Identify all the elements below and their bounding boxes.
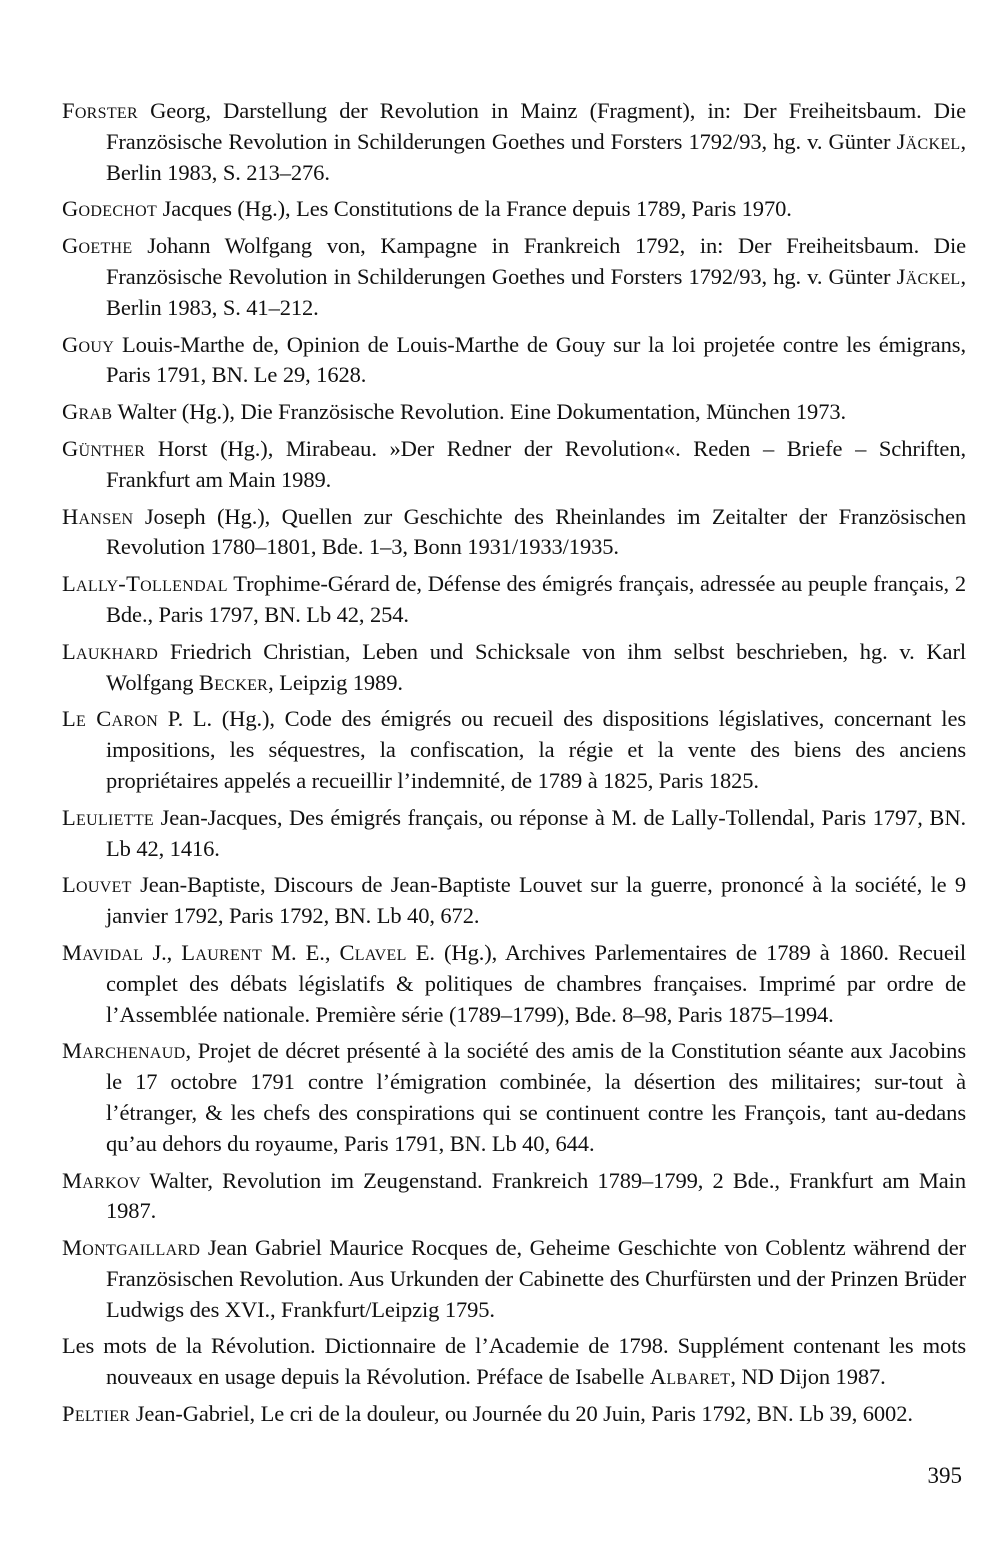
entry-author: Gouy (62, 331, 115, 357)
entry-author: Markov (62, 1167, 141, 1193)
bibliography-entry (62, 96, 966, 188)
entry-author: Grab (62, 399, 113, 425)
bibliography-entry (62, 637, 966, 699)
entry-author: Peltier (62, 1401, 131, 1427)
entry-editor: Jäckel (896, 263, 961, 289)
bibliography-entry (62, 397, 966, 428)
entry-author: Forster (62, 98, 138, 123)
page-number: 395 (927, 1463, 962, 1488)
entry-author: Lally-Tollendal (62, 571, 228, 597)
entry-author: Leuliette (62, 804, 154, 830)
entry-author: Montgaillard (62, 1235, 201, 1261)
entry-text: Jacques (Hg.), Les Constitutions de la France depuis 1789, Paris 1970. (157, 196, 792, 222)
entry-text: Walter, Revolution im Zeugenstand. Frankreich 1789–1799, 2 Bde., Frankfurt am Main 1987. (106, 1167, 966, 1224)
entry-author: Hansen (62, 503, 134, 529)
bibliography-entry (62, 231, 966, 323)
entry-text-cont: , Berlin 1983, S. 213–276. (106, 128, 966, 185)
entry-text-cont: M. E., (262, 939, 340, 965)
entry-author: Günther (62, 435, 146, 461)
entry-text: Trophime-Gérard de, Défense des émigrés français, adressée au peuple français, 2 Bde., Paris 1797, BN. Lb 42, 254. (106, 571, 966, 627)
bibliography-entry (62, 938, 966, 1030)
bibliography-entry (62, 1331, 966, 1393)
bibliography-entry (62, 704, 966, 796)
entry-text: Jean Gabriel Maurice Rocques de, Geheime Geschichte von Coblentz während der Französischen Revolution. Aus Urkunden der Cabinette des Churfürsten und der Prinzen Brüder Ludwigs des XVI., Frankfurt/Leipzig 1795. (106, 1235, 966, 1322)
entry-editor: Albaret (649, 1364, 731, 1390)
entry-author: Laukhard (62, 638, 159, 664)
entry-text: Friedrich Christian, Leben und Schicksale von ihm selbst beschrieben, hg. v. Karl Wolfgang (106, 638, 966, 695)
entry-text-cont: E. (Hg.), Archives Parlementaires de 1789 à 1860. Recueil complet des débats législatifs & politiques de chambres françaises. Imprimé par ordre de l’Assemblée nationale. Première série (1789–1799), Bde. 8–98, Paris 1875–1994. (106, 939, 967, 1027)
entry-text: Walter (Hg.), Die Französische Revolution. Eine Dokumentation, München 1973. (112, 399, 847, 425)
bibliography-entry (62, 502, 966, 564)
entry-author: Godechot (62, 196, 158, 222)
bibliography-entry (62, 1399, 966, 1430)
entry-text: Georg, Darstellung der Revolution in Mainz (Fragment), in: Der Freiheitsbaum. Die Französische Revolution in Schilderungen Goethes und Forsters 1792/93, hg. v. Günter (106, 98, 966, 154)
entry-text: P. L. (Hg.), Code des émigrés ou recueil des dispositions législatives, concernant les impositions, les séquestres, la confiscation, la régie et la vente des biens des anciens propriétaires appelés a recueillir l’indemnité, de 1789 à 1825, Paris 1825. (106, 706, 966, 793)
bibliography-entry (62, 1166, 966, 1228)
entry-author: Le Caron (62, 706, 159, 732)
entry-text-cont: , Berlin 1983, S. 41–212. (106, 263, 966, 320)
entry-coauthor: Clavel (339, 939, 407, 965)
entry-text-cont: , ND Dijon 1987. (730, 1364, 886, 1390)
entry-text: J., (143, 939, 182, 965)
bibliography-entry (62, 569, 966, 631)
bibliography-entry (62, 434, 966, 496)
bibliography-list (62, 96, 966, 1436)
bibliography-entry (62, 194, 966, 225)
bibliography-entry (62, 1036, 966, 1159)
entry-text: Jean-Gabriel, Le cri de la douleur, ou Journée du 20 Juin, Paris 1792, BN. Lb 39, 6002. (130, 1401, 913, 1427)
entry-author: Louvet (62, 872, 132, 898)
bibliography-entry (62, 803, 966, 865)
entry-author: Goethe (62, 233, 133, 259)
bibliography-entry (62, 1233, 966, 1325)
entry-text-cont: , Leipzig 1989. (268, 669, 403, 695)
entry-text: Jean-Baptiste, Discours de Jean-Baptiste Louvet sur la guerre, prononcé à la société, le 9 janvier 1792, Paris 1792, BN. Lb 40, 672. (106, 872, 966, 929)
entry-coauthor: Laurent (181, 939, 263, 965)
entry-editor: Becker (198, 669, 269, 695)
bibliography-entry (62, 330, 966, 392)
entry-text: , Projet de décret présenté à la société des amis de la Constitution séante aux Jacobins le 17 octobre 1791 contre l’émigration combinée, la désertion des militaires; sur-tout à l’étranger, & les chefs des conspirations qui se continuent contre les François, tant au-dedans qu’au dehors du royaume, Paris 1791, BN. Lb 40, 644. (106, 1038, 966, 1156)
entry-text: Jean-Jacques, Des émigrés français, ou réponse à M. de Lally-Tollendal, Paris 1797, BN. Lb 42, 1416. (106, 804, 966, 861)
entry-text: Horst (Hg.), Mirabeau. »Der Redner der Revolution«. Reden – Briefe – Schriften, Frankfurt am Main 1989. (106, 435, 966, 492)
entry-editor: Jäckel (896, 128, 961, 154)
entry-text: Louis-Marthe de, Opinion de Louis-Marthe de Gouy sur la loi projetée contre les émigrans, Paris 1791, BN. Le 29, 1628. (106, 331, 966, 388)
bibliography-entry (62, 870, 966, 932)
entry-text: Joseph (Hg.), Quellen zur Geschichte des Rheinlandes im Zeitalter der Französischen Revolution 1780–1801, Bde. 1–3, Bonn 1931/1933/1935. (106, 503, 966, 560)
entry-text: Johann Wolfgang von, Kampagne in Frankreich 1792, in: Der Freiheitsbaum. Die Französische Revolution in Schilderungen Goethes und Forsters 1792/93, hg. v. Günter (106, 233, 966, 289)
entry-author: Mavidal (62, 939, 144, 965)
entry-text: Les mots de la Révolution. Dictionnaire de l’Academie de 1798. Supplément contenant les mots nouveaux en usage depuis la Révolution. Préface de Isabelle (62, 1333, 966, 1390)
entry-author: Marchenaud (62, 1038, 186, 1064)
